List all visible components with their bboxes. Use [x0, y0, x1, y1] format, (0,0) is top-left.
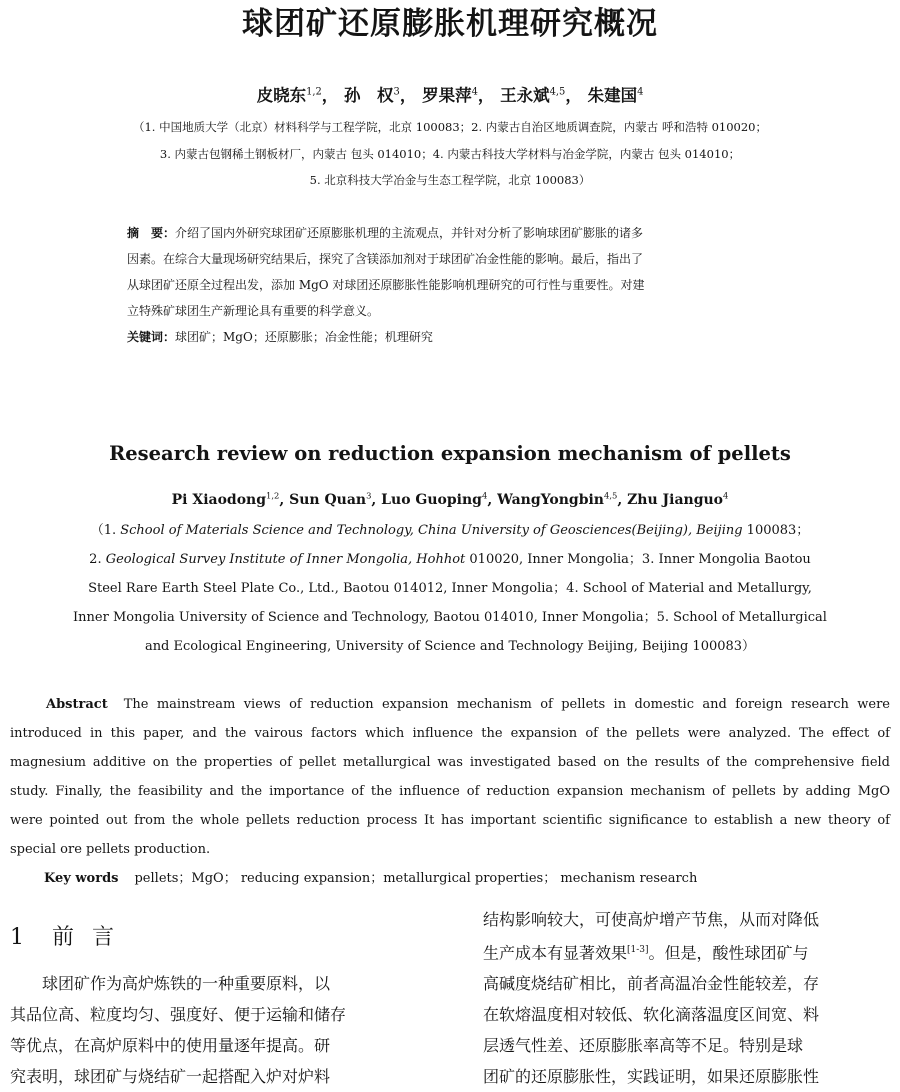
affiliation-line-cn: （1. 中国地质大学（北京）材料科学与工程学院，北京 100083；2. 内蒙古自治区地质调查院，内蒙古 呼和浩特 010020； [132, 120, 768, 134]
paper-title-en: Research review on reduction expansion mechanism of pellets [109, 442, 791, 465]
author-en: Pi Xiaodong [171, 492, 267, 508]
abstract-en-line: study. Finally, the feasibility and the importance of the influence of reduction expansion mechanism of pellets by adding MgO [10, 784, 890, 799]
author-affil-sup: 4 [471, 86, 478, 98]
author-en: Zhu Jianguo [627, 492, 724, 508]
affiliation-line-en [0, 549, 900, 571]
author-affil-sup: 4 [481, 490, 488, 501]
affiliation-line-en: Steel Rare Earth Steel Plate Co., Ltd., Baotou 014012, Inner Mongolia；4. School of Material and Metallurgy, [88, 581, 812, 596]
abstract-cn-line [127, 220, 787, 246]
author-affil-sup: 4,5 [549, 86, 566, 98]
abstract-en-line [10, 690, 890, 719]
affiliation-line-cn: 3. 内蒙古包钢稀土钢板材厂，内蒙古 包头 014010；4. 内蒙古科技大学材料与冶金学院，内蒙古 包头 014010； [159, 147, 741, 161]
keywords-cn [127, 324, 787, 350]
body-text: 生产成本有显著效果 [483, 943, 628, 963]
author-affil-sup: 3 [393, 86, 400, 98]
abstract-cn-line: 因素。在综合大量现场研究结果后，探究了含镁添加剂对于球团矿冶金性能的影响。最后，指出了 [127, 252, 644, 266]
keywords-label-cn: 关键词： [127, 330, 176, 344]
author-cn: 王永斌 [500, 86, 550, 105]
section-title: 前言 [52, 925, 133, 950]
body-line: 团矿的还原膨胀性，实践证明，如果还原膨胀性 [483, 1067, 820, 1087]
abstract-en-line: magnesium additive on the properties of pellet metallurgical was investigated based on the results of the comprehensive field [10, 755, 890, 770]
abstract-en-line: special ore pellets production. [10, 842, 211, 857]
section-heading [10, 920, 132, 956]
body-line: 层透气性差、还原膨胀率高等不足。特别是球 [483, 1036, 804, 1056]
section-number: 1 [10, 925, 42, 950]
citation-ref: [1-3] [627, 945, 649, 955]
affiliation-line-en: and Ecological Engineering, University of Science and Technology Beijing, Beijing 100083） [144, 639, 756, 654]
affiliation-italic: School of Materials Science and Technology, China University of Geosciences(Beijing), Beijing [120, 523, 743, 538]
author-list-cn [0, 84, 900, 108]
author-separator: , [371, 492, 382, 508]
author-cn: 孙 权 [344, 86, 394, 105]
affiliation-italic: Geological Survey Institute of Inner Mongolia, Hohhot [105, 552, 466, 567]
body-line [483, 935, 893, 968]
author-separator: ， [565, 86, 582, 105]
author-en: Sun Quan [289, 492, 367, 508]
author-en: Luo Guoping [381, 492, 482, 508]
abstract-en-line: introduced in this paper, and the vairous factors which influence the expansion of the pellets were analyzed. The effect of [10, 726, 890, 741]
abstract-label-en: Abstract [46, 697, 108, 712]
author-affil-sup: 3 [366, 490, 372, 501]
author-affil-sup: 4,5 [603, 490, 618, 501]
author-separator: ， [477, 86, 495, 105]
abstract-text: 介绍了国内外研究球团矿还原膨胀机理的主流观点，并针对分析了影响球团矿膨胀的诸多 [175, 226, 644, 240]
affiliation-line-en: Inner Mongolia University of Science and Technology, Baotou 014010, Inner Mongolia；5. School of Metallurgical [73, 610, 827, 625]
body-line: 其品位高、粒度均匀、强度好、便于运输和储存 [10, 1005, 347, 1024]
author-separator: , [487, 492, 498, 508]
author-separator: ， [321, 86, 339, 105]
body-line: 在软熔温度相对较低、软化滴落温度区间宽、料 [483, 1005, 820, 1025]
keywords-en [10, 864, 890, 893]
author-cn: 朱建国 [587, 86, 638, 105]
body-text-left [10, 968, 420, 1092]
author-en: WangYongbin [497, 492, 604, 508]
author-affil-sup: 1,2 [266, 490, 280, 501]
abstract-text: The mainstream views of reduction expansion mechanism of pellets in domestic and foreign research were [123, 697, 890, 712]
author-separator: , [279, 492, 290, 508]
body-text-right [483, 904, 893, 1092]
body-line: 高碱度烧结矿相比，前者高温冶金性能较差，存 [483, 974, 820, 994]
abstract-cn [127, 220, 787, 350]
author-cn: 皮晓东 [256, 86, 307, 105]
keywords-text: 球团矿；MgO；还原膨胀；冶金性能；机理研究 [175, 330, 433, 344]
keywords-label-en: Key words [44, 871, 119, 886]
paper-title-cn: 球团矿还原膨胀机理研究概况 [242, 6, 658, 42]
affiliation-text: 100083； [742, 523, 810, 538]
author-separator: ， [399, 86, 417, 105]
author-list-en [0, 488, 900, 512]
abstract-label-cn: 摘 要： [127, 226, 176, 240]
author-affil-sup: 4 [637, 86, 644, 98]
author-affil-sup: 1,2 [306, 86, 322, 98]
body-line: 结构影响较大，可使高炉增产节焦，从而对降低 [483, 910, 820, 929]
abstract-cn-line: 立特殊矿球团生产新理论具有重要的科学意义。 [127, 304, 380, 318]
abstract-cn-line: 从球团矿还原全过程出发，添加 MgO 对球团还原膨胀性能影响机理研究的可行性与重要性。对建 [127, 278, 645, 292]
author-separator: , [617, 492, 628, 508]
body-text: 。但是，酸性球团矿与 [648, 943, 809, 963]
affiliation-line-cn: 5. 北京科技大学冶金与生态工程学院，北京 100083） [309, 173, 591, 187]
author-affil-sup: 4 [723, 490, 729, 501]
author-cn: 罗果萍 [422, 86, 472, 105]
affiliation-text: 010020, Inner Mongolia；3. Inner Mongolia Baotou [465, 552, 811, 567]
abstract-en-line: were pointed out from the whole pellets reduction process It has important scientific significance to establish a new theory of [10, 813, 890, 828]
body-line: 究表明，球团矿与烧结矿一起搭配入炉对炉料 [10, 1067, 331, 1086]
affiliation-number: 2. [89, 552, 106, 567]
body-line: 等优点，在高炉原料中的使用量逐年提高。研 [10, 1036, 331, 1055]
affiliation-line-en [0, 520, 900, 542]
keywords-text: pellets；MgO； reducing expansion；metallurgical properties； mechanism research [134, 871, 698, 886]
affiliation-number: （1. [90, 523, 121, 538]
body-line: 球团矿作为高炉炼铁的一种重要原料，以 [10, 974, 331, 993]
